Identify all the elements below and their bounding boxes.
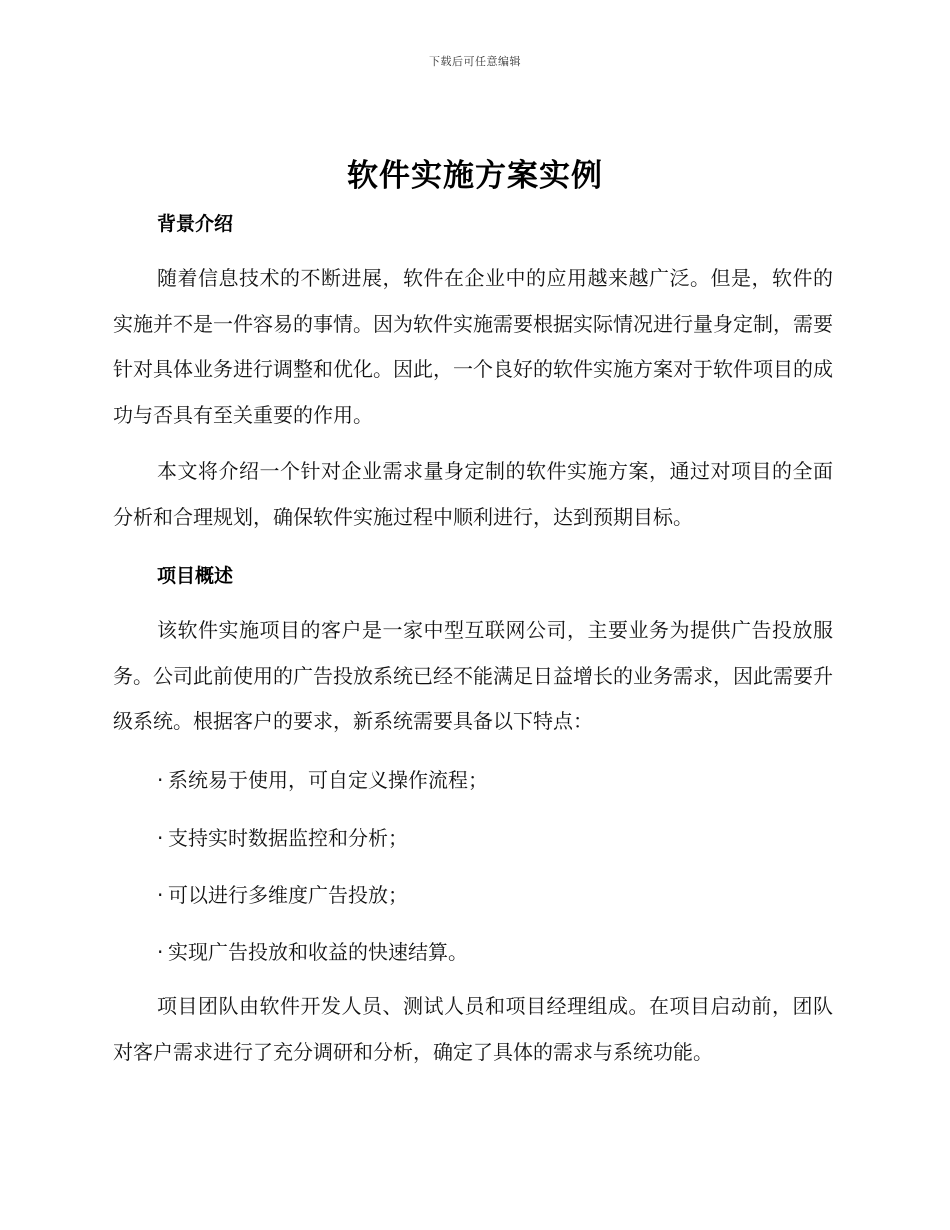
section-heading-overview: 项目概述 <box>157 565 234 587</box>
team-paragraph: 项目团队由软件开发人员、测试人员和项目经理组成。在项目启动前，团队对客户需求进行了充分调研和分析，确定了具体的需求与系统功能。 <box>113 994 833 1064</box>
list-item-text: 系统易于使用，可自定义操作流程； <box>168 768 488 792</box>
bullet-marker: · <box>157 826 164 850</box>
list-item <box>157 936 468 965</box>
background-paragraph-1: 随着信息技术的不断进展，软件在企业中的应用越来越广泛。但是，软件的实施并不是一件容易的事情。因为软件实施需要根据实际情况进行量身定制，需要针对具体业务进行调整和优化。因此，一个良好的软件实施方案对于软件项目的成功与否具有至关重要的作用。 <box>113 266 833 427</box>
document-title: 软件实施方案实例 <box>347 158 603 194</box>
list-item-text: 可以进行多维度广告投放； <box>168 883 408 907</box>
section-heading-background: 背景介绍 <box>157 213 234 235</box>
list-item-text: 实现广告投放和收益的快速结算。 <box>168 940 468 964</box>
list-item-text: 支持实时数据监控和分析； <box>168 826 408 850</box>
bullet-marker: · <box>157 883 164 907</box>
list-item <box>157 822 408 851</box>
bullet-marker: · <box>157 940 164 964</box>
bullet-marker: · <box>157 768 164 792</box>
header-note: 下载后可任意编辑 <box>429 55 521 68</box>
list-item <box>157 879 408 908</box>
background-paragraph-2: 本文将介绍一个针对企业需求量身定制的软件实施方案，通过对项目的全面分析和合理规划，确保软件实施过程中顺利进行，达到预期目标。 <box>113 459 833 529</box>
list-item <box>157 764 488 793</box>
overview-intro-paragraph: 该软件实施项目的客户是一家中型互联网公司，主要业务为提供广告投放服务。公司此前使用的广告投放系统已经不能满足日益增长的业务需求，因此需要升级系统。根据客户的要求，新系统需要具备以下特点： <box>113 618 833 733</box>
